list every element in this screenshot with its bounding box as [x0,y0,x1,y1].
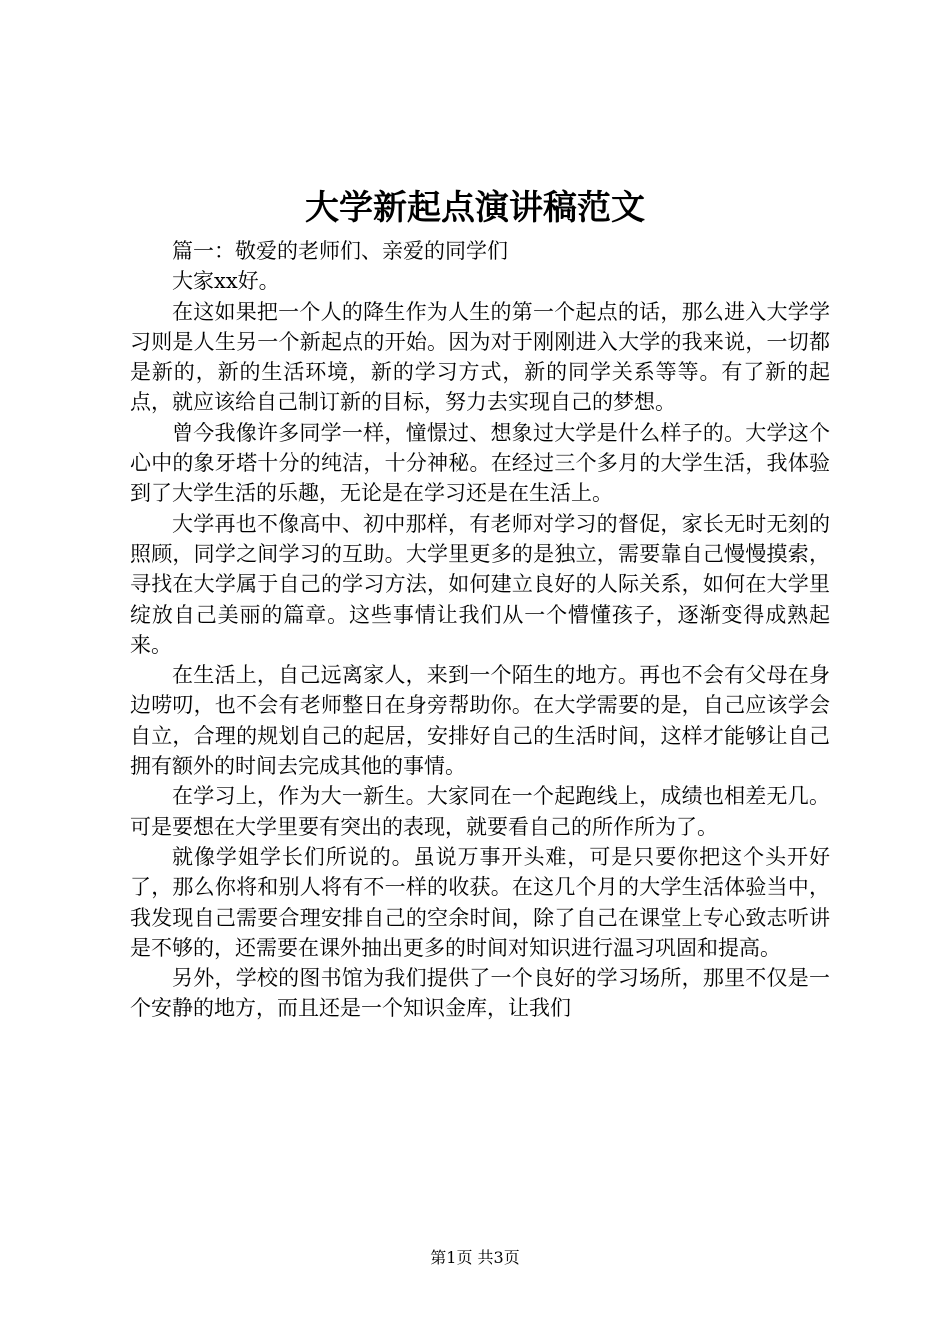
paragraph: 大家xx好。 [172,269,280,294]
document-title: 大学新起点演讲稿范文 [305,188,645,228]
paragraph: 在学习上，作为大一新生。大家同在一个起跑线上，成绩也相差无几。可是要想在大学里要有突出的表现，就要看自己的所作所为了。 [130,784,830,839]
paragraph: 曾今我像许多同学一样，憧憬过、想象过大学是什么样子的。大学这个心中的象牙塔十分的纯洁，十分神秘。在经过三个多月的大学生活，我体验到了大学生活的乐趣，无论是在学习还是在生活上。 [130,420,830,506]
paragraph: 在这如果把一个人的降生作为人生的第一个起点的话，那么进入大学学习则是人生另一个新起点的开始。因为对于刚刚进入大学的我来说，一切都是新的，新的生活环境，新的学习方式，新的同学关系等等。有了新的起点，就应该给自己制订新的目标，努力去实现自己的梦想。 [130,299,830,415]
paragraph: 在生活上，自己远离家人，来到一个陌生的地方。再也不会有父母在身边唠叨，也不会有老师整日在身旁帮助你。在大学需要的是，自己应该学会自立，合理的规划自己的起居，安排好自己的生活时间，这样才能够让自己拥有额外的时间去完成其他的事情。 [130,663,830,779]
paragraph: 另外，学校的图书馆为我们提供了一个良好的学习场所，那里不仅是一个安静的地方，而且还是一个知识金库，让我们 [130,966,830,1021]
paragraph: 篇一：敬爱的老师们、亲爱的同学们 [172,239,508,263]
paragraph: 就像学姐学长们所说的。虽说万事开头难，可是只要你把这个头开好了，那么你将和别人将有不一样的收获。在这几个月的大学生活体验当中，我发现自己需要合理安排自己的空余时间，除了自己在课堂上专心致志听讲是不够的，还需要在课外抽出更多的时间对知识进行温习巩固和提高。 [130,844,830,960]
paragraph: 大学再也不像高中、初中那样，有老师对学习的督促，家长无时无刻的照顾，同学之间学习的互助。大学里更多的是独立，需要靠自己慢慢摸索，寻找在大学属于自己的学习方法，如何建立良好的人际关系，如何在大学里绽放自己美丽的篇章。这些事情让我们从一个懵懂孩子，逐渐变得成熟起来。 [130,511,830,657]
page-number-footer: 第1页 共3页 [430,1248,520,1267]
document-body [130,236,830,1024]
